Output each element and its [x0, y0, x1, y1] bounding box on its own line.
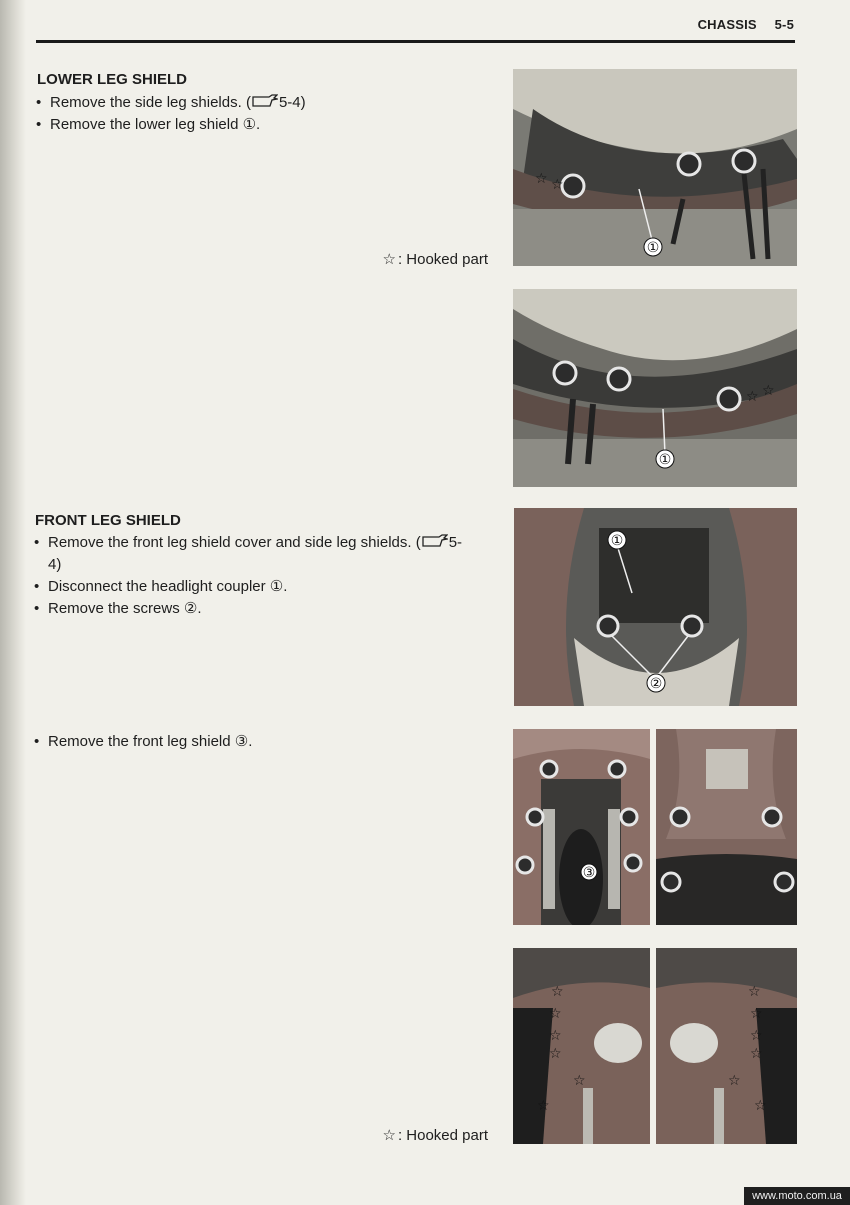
star-outline-icon: ☆ — [382, 1126, 396, 1144]
hooked-mark-14: ☆ — [750, 1046, 763, 1062]
hooked-mark-9: ☆ — [573, 1073, 586, 1089]
photo-callout-3: ③ — [582, 865, 596, 881]
step-remove-side-leg-shields: • Remove the side leg shields. ( 5-4) — [36, 92, 496, 114]
lower-leg-shield-steps — [36, 92, 496, 136]
hooked-mark-16: ☆ — [754, 1098, 767, 1114]
hooked-mark-1: ☆ — [535, 171, 548, 187]
hooked-mark-10: ☆ — [537, 1098, 550, 1114]
photo-front-leg-shield-front — [513, 729, 650, 925]
header-rule — [36, 40, 795, 43]
step-remove-front-leg-shield-cover: • Remove the front leg shield cover and side leg shields. ( 5- 4) — [34, 532, 496, 576]
hooked-mark-4: ☆ — [762, 383, 775, 399]
hooked-part-caption-1: ☆ : Hooked part — [382, 250, 488, 268]
step-remove-screws: • Remove the screws ②. — [34, 598, 496, 620]
photo-callout-screws: ② — [649, 676, 663, 692]
photo-callout-1: ① — [646, 240, 660, 256]
hooked-mark-13: ☆ — [750, 1028, 763, 1044]
photo-hooked-parts-right — [656, 948, 797, 1144]
step-remove-front-leg-shield: • Remove the front leg shield ③. — [34, 731, 496, 753]
hooked-mark-11: ☆ — [748, 984, 761, 1000]
hooked-mark-8: ☆ — [549, 1046, 562, 1062]
page-header — [698, 17, 794, 32]
hooked-part-caption-2: ☆ : Hooked part — [382, 1126, 488, 1144]
photo-headlight-coupler — [514, 508, 797, 706]
section-title-front-leg-shield: FRONT LEG SHIELD — [35, 512, 181, 529]
hooked-mark-6: ☆ — [549, 1006, 562, 1022]
hooked-mark-3: ☆ — [746, 389, 759, 405]
photo-callout-coupler: ① — [610, 533, 624, 549]
hooked-mark-12: ☆ — [750, 1006, 763, 1022]
reference-hand-icon — [252, 94, 278, 108]
photo-lower-leg-shield-left — [513, 289, 797, 487]
step-disconnect-headlight-coupler: • Disconnect the headlight coupler ①. — [34, 576, 496, 598]
photo-lower-leg-shield-right — [513, 69, 797, 266]
photo-front-leg-shield-rear — [656, 729, 797, 925]
section-title-lower-leg-shield: LOWER LEG SHIELD — [37, 71, 187, 88]
reference-hand-icon — [422, 534, 448, 548]
chapter-title: CHASSIS — [697, 17, 757, 32]
photo-hooked-parts-left — [513, 948, 650, 1144]
hooked-mark-5: ☆ — [551, 984, 564, 1000]
page-number: 5-5 — [774, 17, 794, 32]
site-watermark: www.moto.com.ua — [744, 1187, 850, 1205]
star-outline-icon: ☆ — [382, 250, 396, 268]
hooked-mark-7: ☆ — [549, 1028, 562, 1044]
front-leg-shield-steps-2 — [34, 731, 496, 753]
front-leg-shield-steps — [34, 532, 496, 620]
photo-callout-1b: ① — [658, 452, 672, 468]
hooked-mark-15: ☆ — [728, 1073, 741, 1089]
step-remove-lower-leg-shield: • Remove the lower leg shield ①. — [36, 114, 496, 136]
page-binding-shadow — [0, 0, 26, 1205]
hooked-mark-2: ☆ — [551, 177, 564, 193]
